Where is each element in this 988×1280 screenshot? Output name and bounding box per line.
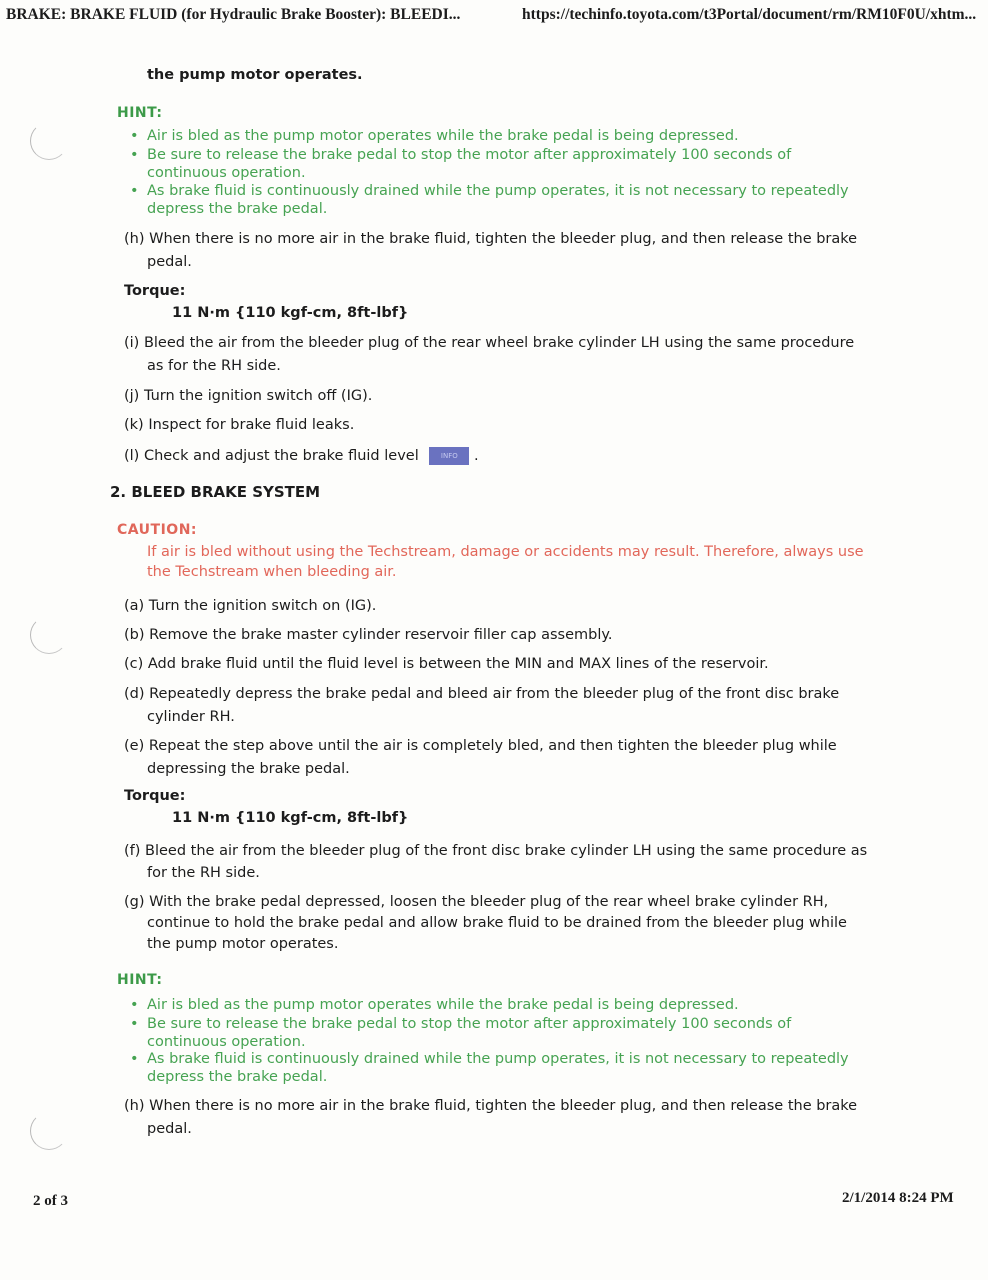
page-number: 2 of 3 (33, 1193, 68, 1209)
step-h-continued: pedal. (147, 254, 192, 270)
step-g: (g) With the brake pedal depressed, loosen the bleeder plug of the rear wheel brake cylinder RH, (124, 894, 829, 910)
hint-bullet-icon: • (130, 147, 139, 163)
hint-bullet-icon: • (130, 183, 139, 199)
hint-item: Air is bled as the pump motor operates while the brake pedal is being depressed. (147, 997, 739, 1013)
hint-bullet-icon: • (130, 1051, 139, 1067)
hint-item: As brake fluid is continuously drained while the pump operates, it is not necessary to repeatedly (147, 1051, 849, 1067)
step-k: (k) Inspect for brake fluid leaks. (124, 417, 355, 433)
step-e-continued: depressing the brake pedal. (147, 761, 350, 777)
torque-value: 11 N·m {110 kgf-cm, 8ft-lbf} (172, 305, 409, 321)
caution-text-continued: the Techstream when bleeding air. (147, 564, 397, 580)
punch-hole-middle (30, 616, 68, 654)
step-i: (i) Bleed the air from the bleeder plug of the rear wheel brake cylinder LH using the same procedure (124, 335, 855, 351)
page-header-url[interactable]: https://techinfo.toyota.com/t3Portal/document/rm/RM10F0U/xhtm... (522, 6, 977, 23)
section-title: 2. BLEED BRAKE SYSTEM (110, 483, 321, 501)
page-header-title: BRAKE: BRAKE FLUID (for Hydraulic Brake Booster): BLEEDI... (6, 6, 461, 23)
print-datetime: 2/1/2014 8:24 PM (842, 1190, 954, 1206)
continued-line: the pump motor operates. (147, 67, 363, 83)
hint-item-continued: depress the brake pedal. (147, 1069, 328, 1085)
step-h-continued: pedal. (147, 1121, 192, 1137)
caution-label: CAUTION: (117, 522, 198, 538)
step-g-continued: continue to hold the brake pedal and allow brake fluid to be drained from the bleeder plug while (147, 915, 847, 931)
torque-value: 11 N·m {110 kgf-cm, 8ft-lbf} (172, 810, 409, 826)
step-g-continued: the pump motor operates. (147, 936, 339, 952)
step-l-text: (l) Check and adjust the brake fluid level (124, 448, 419, 464)
hint-bullet-icon: • (130, 1016, 139, 1032)
step-d: (d) Repeatedly depress the brake pedal and bleed air from the bleeder plug of the front disc brake (124, 686, 840, 702)
step-j: (j) Turn the ignition switch off (IG). (124, 388, 373, 404)
hint-label: HINT: (117, 972, 163, 988)
caution-text: If air is bled without using the Techstream, damage or accidents may result. Therefore, always use (147, 544, 864, 560)
hint-item: Air is bled as the pump motor operates while the brake pedal is being depressed. (147, 128, 739, 144)
step-c: (c) Add brake fluid until the fluid level is between the MIN and MAX lines of the reservoir. (124, 656, 769, 672)
torque-label: Torque: (124, 283, 186, 299)
hint-item-continued: depress the brake pedal. (147, 201, 328, 217)
punch-hole-top (30, 122, 68, 160)
step-b: (b) Remove the brake master cylinder reservoir filler cap assembly. (124, 627, 613, 643)
punch-hole-bottom (30, 1112, 68, 1150)
step-f-continued: for the RH side. (147, 865, 260, 881)
step-l-end: . (473, 448, 479, 464)
hint-label: HINT: (117, 105, 163, 121)
hint-item: As brake fluid is continuously drained while the pump operates, it is not necessary to repeatedly (147, 183, 849, 199)
hint-bullet-icon: • (130, 128, 139, 144)
hint-item-continued: continuous operation. (147, 1034, 306, 1050)
torque-label: Torque: (124, 788, 186, 804)
step-a: (a) Turn the ignition switch on (IG). (124, 598, 377, 614)
step-h: (h) When there is no more air in the brake fluid, tighten the bleeder plug, and then release the brake (124, 231, 858, 247)
step-e: (e) Repeat the step above until the air is completely bled, and then tighten the bleeder plug while (124, 738, 837, 754)
step-i-continued: as for the RH side. (147, 358, 281, 374)
step-f: (f) Bleed the air from the bleeder plug of the front disc brake cylinder LH using the same procedure as (124, 843, 868, 859)
info-link-badge[interactable]: INFO (429, 447, 469, 465)
hint-item: Be sure to release the brake pedal to stop the motor after approximately 100 seconds of (147, 1016, 792, 1032)
hint-bullet-icon: • (130, 997, 139, 1013)
step-d-continued: cylinder RH. (147, 709, 235, 725)
hint-item-continued: continuous operation. (147, 165, 306, 181)
step-l (124, 445, 479, 468)
step-h: (h) When there is no more air in the brake fluid, tighten the bleeder plug, and then release the brake (124, 1098, 858, 1114)
hint-item: Be sure to release the brake pedal to stop the motor after approximately 100 seconds of (147, 147, 792, 163)
